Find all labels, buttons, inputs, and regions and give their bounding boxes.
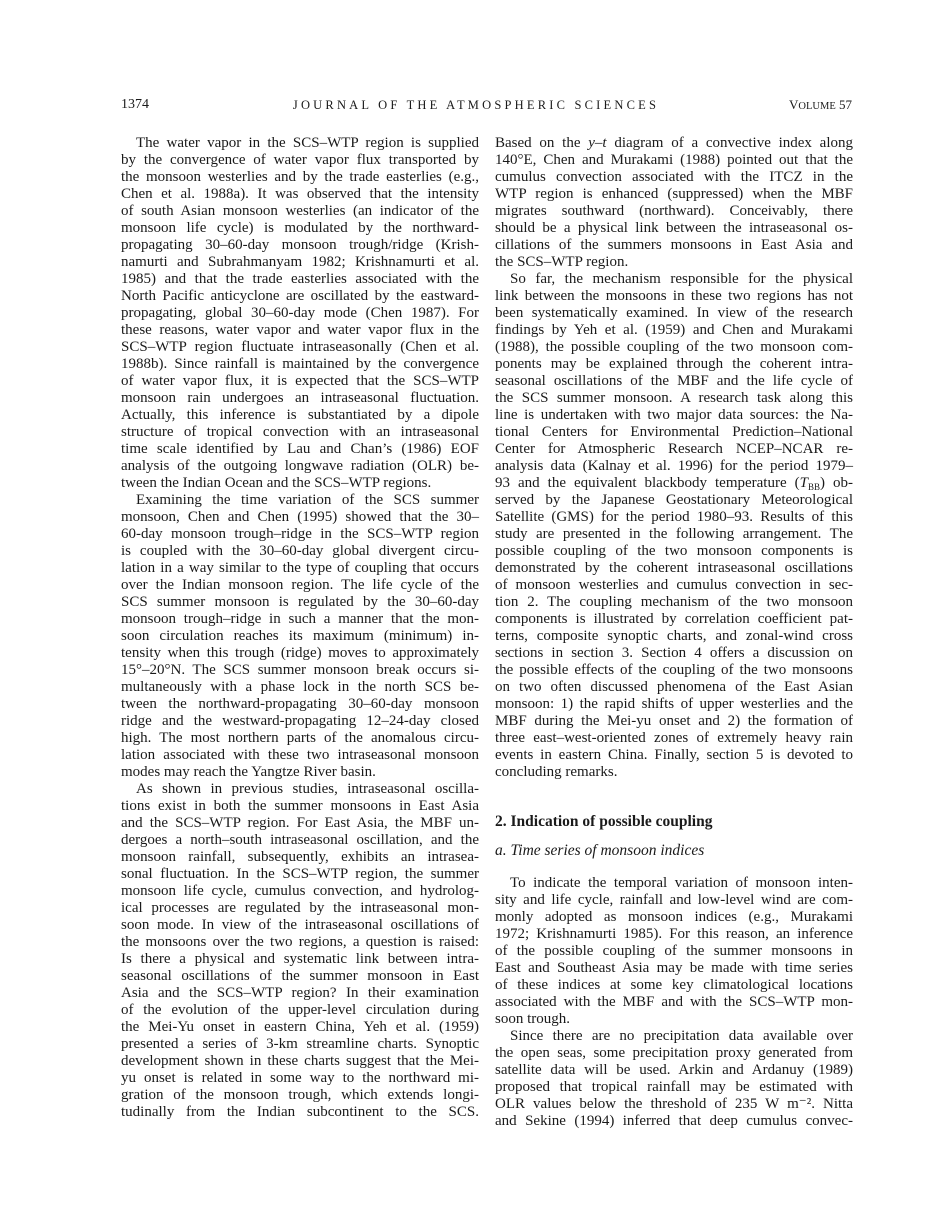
text-line: the SCS–WTP region. xyxy=(495,254,629,270)
text-line: The water vapor in the SCS–WTP region is supplied xyxy=(136,135,479,151)
text-line: been systematically examined. In view of the research xyxy=(495,305,853,321)
journal-title: JOURNAL OF THE ATMOSPHERIC SCIENCES xyxy=(292,98,660,112)
text-line: ical processes are regulated by the intraseasonal mon- xyxy=(121,900,479,916)
text-line: served by the Japanese Geostationary Meteorological xyxy=(495,492,853,508)
text-line: tensity when this trough (ridge) moves to approximately xyxy=(121,645,479,661)
text-line: To indicate the temporal variation of monsoon inten- xyxy=(510,875,853,891)
text-line: the SCS summer monsoon. A research task along this xyxy=(495,390,853,406)
text-line: lation associated with these two intraseasonal monsoon xyxy=(121,747,479,763)
text-line: on two often discussed phenomena of the East Asian xyxy=(495,679,853,695)
text-line: ridge and the westward-propagating 12–24-day closed xyxy=(121,713,479,729)
text-segment: Based on the xyxy=(495,135,589,151)
text-line: (1988), the possible coupling of the two monsoon com- xyxy=(495,339,853,355)
text-line: monly adopted as monsoon indices (e.g., Murakami xyxy=(495,909,853,925)
text-line: components is illustrated by correlation coefficient pat- xyxy=(495,611,853,627)
text-line: sity and life cycle, rainfall and low-level wind are com- xyxy=(495,892,853,908)
text-line: over the Indian monsoon region. The life cycle of the xyxy=(121,577,479,593)
text-line: presented a series of 3-km streamline charts. Synoptic xyxy=(121,1036,479,1052)
text-segment: T xyxy=(799,475,808,491)
paragraph xyxy=(121,492,479,781)
text-line: demonstrated by the coherent intraseasonal oscillations xyxy=(495,560,853,576)
text-line: gration of the monsoon trough, which extends longi- xyxy=(121,1087,479,1103)
text-line: dergoes a north–south intraseasonal oscillation, and the xyxy=(121,832,479,848)
text-line: propagating 30–60-day monsoon trough/ridge (Krish- xyxy=(121,237,479,253)
text-line: of these indices at some key climatological locations xyxy=(495,977,853,993)
text-line: tions exist in both the summer monsoons in East Asia xyxy=(121,798,479,814)
text-line: associated with the MBF and with the SCS–WTP mon- xyxy=(495,994,853,1010)
text-line: of the possible coupling of the summer monsoons in xyxy=(495,943,853,959)
text-line: 1972; Krishnamurti 1985). For this reason, an inference xyxy=(495,926,853,942)
right-column-bottom xyxy=(495,875,853,1130)
paragraph xyxy=(495,1028,853,1130)
volume-label xyxy=(789,96,852,116)
text-line: these reasons, water vapor and water vapor flux in the xyxy=(121,322,479,338)
text-line: the monsoons over the two regions, a question is raised: xyxy=(121,934,479,950)
text-line: satellite data will be used. Arkin and Ardanuy (1989) xyxy=(495,1062,853,1078)
text-line: propagating, global 30–60-day mode (Chen 1987). For xyxy=(121,305,479,321)
text-line: sections in section 3. Section 4 offers a discussion on xyxy=(495,645,853,661)
paragraph xyxy=(495,135,853,271)
section-heading: 2. Indication of possible coupling xyxy=(495,813,713,830)
text-line xyxy=(495,135,853,152)
text-line: Center for Atmospheric Research NCEP–NCAR re- xyxy=(495,441,853,457)
text-line: SCS–WTP region fluctuate intraseasonally (Chen et al. xyxy=(121,339,479,355)
text-line: and Sekine (1994) inferred that deep cumulus convec- xyxy=(495,1113,853,1129)
text-line: modes may reach the Yangtze River basin. xyxy=(121,764,376,780)
text-line: seasonal oscillations of the summer monsoon in East xyxy=(121,968,479,984)
text-line: tion 2. The coupling mechanism of the two monsoon xyxy=(495,594,853,610)
text-line: cillations of the summers monsoons in East Asia and xyxy=(495,237,853,253)
text-line: soon trough. xyxy=(495,1011,570,1027)
text-line: Since there are no precipitation data available over xyxy=(510,1028,853,1044)
text-line: sonal fluctuation. In the SCS–WTP region, the summer xyxy=(121,866,479,882)
text-line: monsoon rainfall, subsequently, exhibits an intrasea- xyxy=(121,849,479,865)
text-line: seasonal oscillations of the MBF and the life cycle of xyxy=(495,373,853,389)
paragraph xyxy=(121,781,479,1121)
paragraph xyxy=(495,875,853,1028)
text-line: Actually, this inference is substantiated by a dipole xyxy=(121,407,479,423)
text-line: namurti and Subrahmanyam 1982; Krishnamurti et al. xyxy=(121,254,479,270)
text-line: cumulus convection associated with the ITCZ in the xyxy=(495,169,853,185)
text-line: link between the monsoons in these two regions has not xyxy=(495,288,853,304)
text-line: MBF during the Mei-yu onset and 2) the formation of xyxy=(495,713,853,729)
text-line: line is undertaken with two major data sources: the Na- xyxy=(495,407,853,423)
right-column-top xyxy=(495,135,853,781)
text-line: findings by Yeh et al. (1959) and Chen and Murakami xyxy=(495,322,853,338)
text-line: study are presented in the following arrangement. The xyxy=(495,526,853,542)
text-line: soon circulation reaches its maximum (minimum) in- xyxy=(121,628,479,644)
text-line: analysis data (Kalnay et al. 1996) for the period 1979– xyxy=(495,458,853,474)
text-line: tional Centers for Environmental Prediction–National xyxy=(495,424,853,440)
text-line: multaneously with a phase lock in the north SCS be- xyxy=(121,679,479,695)
text-line: the open seas, some precipitation proxy generated from xyxy=(495,1045,853,1061)
text-line: proposed that tropical rainfall may be estimated with xyxy=(495,1079,853,1095)
text-line: Examining the time variation of the SCS summer xyxy=(136,492,479,508)
text-line: monsoon life cycle) is modulated by the northward- xyxy=(121,220,479,236)
text-line: yu onset is related in some way to the northward mi- xyxy=(121,1070,479,1086)
text-line: the monsoon westerlies and by the trade easterlies (e.g., xyxy=(121,169,479,185)
text-line: OLR values below the threshold of 235 W m⁻². Nitta xyxy=(495,1096,853,1112)
text-line: is coupled with the 30–60-day global divergent circu- xyxy=(121,543,479,559)
text-line: analysis of the outgoing longwave radiation (OLR) be- xyxy=(121,458,479,474)
text-line: lation in a way similar to the type of coupling that occurs xyxy=(121,560,479,576)
text-line: terns, composite synoptic charts, and zonal-wind cross xyxy=(495,628,853,644)
text-line: concluding remarks. xyxy=(495,764,618,780)
text-line: 60-day monsoon trough–ridge in the SCS–WTP region xyxy=(121,526,479,542)
text-line: monsoon rain undergoes an intraseasonal fluctuation. xyxy=(121,390,479,406)
text-segment: BB xyxy=(807,482,820,492)
text-line: 15°–20°N. The SCS summer monsoon break occurs si- xyxy=(121,662,479,678)
text-segment: diagram of a convective index along xyxy=(606,135,854,151)
text-line: 140°E, Chen and Murakami (1988) pointed out that the xyxy=(495,152,853,168)
paragraph xyxy=(495,271,853,781)
text-line: North Pacific anticyclone are oscillated by the eastward- xyxy=(121,288,479,304)
text-line: of south Asian monsoon westerlies (an indicator of the xyxy=(121,203,479,219)
text-line: of water vapor flux, it is expected that the SCS–WTP xyxy=(121,373,479,389)
text-line: by the convergence of water vapor flux transported by xyxy=(121,152,479,168)
text-line: three east–west-oriented zones of extremely heavy rain xyxy=(495,730,853,746)
text-line: structure of tropical convection with an intraseasonal xyxy=(121,424,479,440)
text-line: development shown in these charts suggest that the Mei- xyxy=(121,1053,479,1069)
text-line: So far, the mechanism responsible for the physical xyxy=(510,271,853,287)
text-line: and the SCS–WTP region. For East Asia, the MBF un- xyxy=(121,815,479,831)
text-segment: ) ob- xyxy=(820,475,854,491)
text-line: time scale identified by Lau and Chan’s (1986) EOF xyxy=(121,441,479,457)
text-line: Is there a physical and systematic link between intra- xyxy=(121,951,479,967)
text-line: tween the northward-propagating 30–60-day monsoon xyxy=(121,696,479,712)
text-line: tween the Indian Ocean and the SCS–WTP regions. xyxy=(121,475,432,491)
paragraph xyxy=(121,135,479,492)
text-line: monsoon life cycle, cumulus convection, and hydrolog- xyxy=(121,883,479,899)
text-line: events in eastern China. Finally, section 5 is devoted to xyxy=(495,747,853,763)
text-line: possible coupling of the two monsoon components is xyxy=(495,543,853,559)
text-segment: y–t xyxy=(588,135,607,151)
text-line: monsoon: 1) the rapid shifts of upper westerlies and the xyxy=(495,696,853,712)
volume-number: 57 xyxy=(835,97,852,112)
subsection-heading: a. Time series of monsoon indices xyxy=(495,842,705,859)
left-column xyxy=(121,135,479,1121)
text-segment: 93 and the equivalent blackbody temperature ( xyxy=(495,475,800,491)
text-line: Chen et al. 1988a). It was observed that the intensity xyxy=(121,186,479,202)
volume-prefix: V xyxy=(789,97,799,112)
text-line: of the evolution of the upper-level circulation during xyxy=(121,1002,479,1018)
text-line: monsoon trough–ridge in such a manner that the mon- xyxy=(121,611,479,627)
page-number: 1374 xyxy=(121,97,149,112)
text-line: Asia and the SCS–WTP region? In their examination xyxy=(121,985,479,1001)
text-line: of monsoon westerlies and cumulus convection in sec- xyxy=(495,577,853,593)
text-line: the possible effects of the coupling of the two monsoons xyxy=(495,662,853,678)
text-line: ponents may be explained through the coherent intra- xyxy=(495,356,853,372)
text-line: 1988b). Since rainfall is maintained by the convergence xyxy=(121,356,479,372)
text-line: tudinally from the Indian subcontinent to the SCS. xyxy=(121,1104,479,1120)
text-line: should be a physical link between the intraseasonal os- xyxy=(495,220,853,236)
volume-word: OLUME xyxy=(798,101,836,112)
text-line: East and Southeast Asia may be made with time series xyxy=(495,960,853,976)
text-line: 1985) and that the trade easterlies associated with the xyxy=(121,271,479,287)
text-line: monsoon, Chen and Chen (1995) showed that the 30– xyxy=(121,509,479,525)
text-line: WTP region is enhanced (suppressed) when the MBF xyxy=(495,186,853,202)
text-line: migrates southward (northward). Conceivably, there xyxy=(495,203,853,219)
text-line: the Mei-Yu onset in eastern China, Yeh et al. (1959) xyxy=(121,1019,479,1035)
text-line: Satellite (GMS) for the period 1980–93. Results of this xyxy=(495,509,853,525)
text-line xyxy=(495,475,853,492)
text-line: high. The most northern parts of the anomalous circu- xyxy=(121,730,479,746)
text-line: As shown in previous studies, intraseasonal oscilla- xyxy=(136,781,479,797)
text-line: SCS summer monsoon is regulated by the 30–60-day xyxy=(121,594,479,610)
text-line: soon mode. In view of the intraseasonal oscillations of xyxy=(121,917,479,933)
